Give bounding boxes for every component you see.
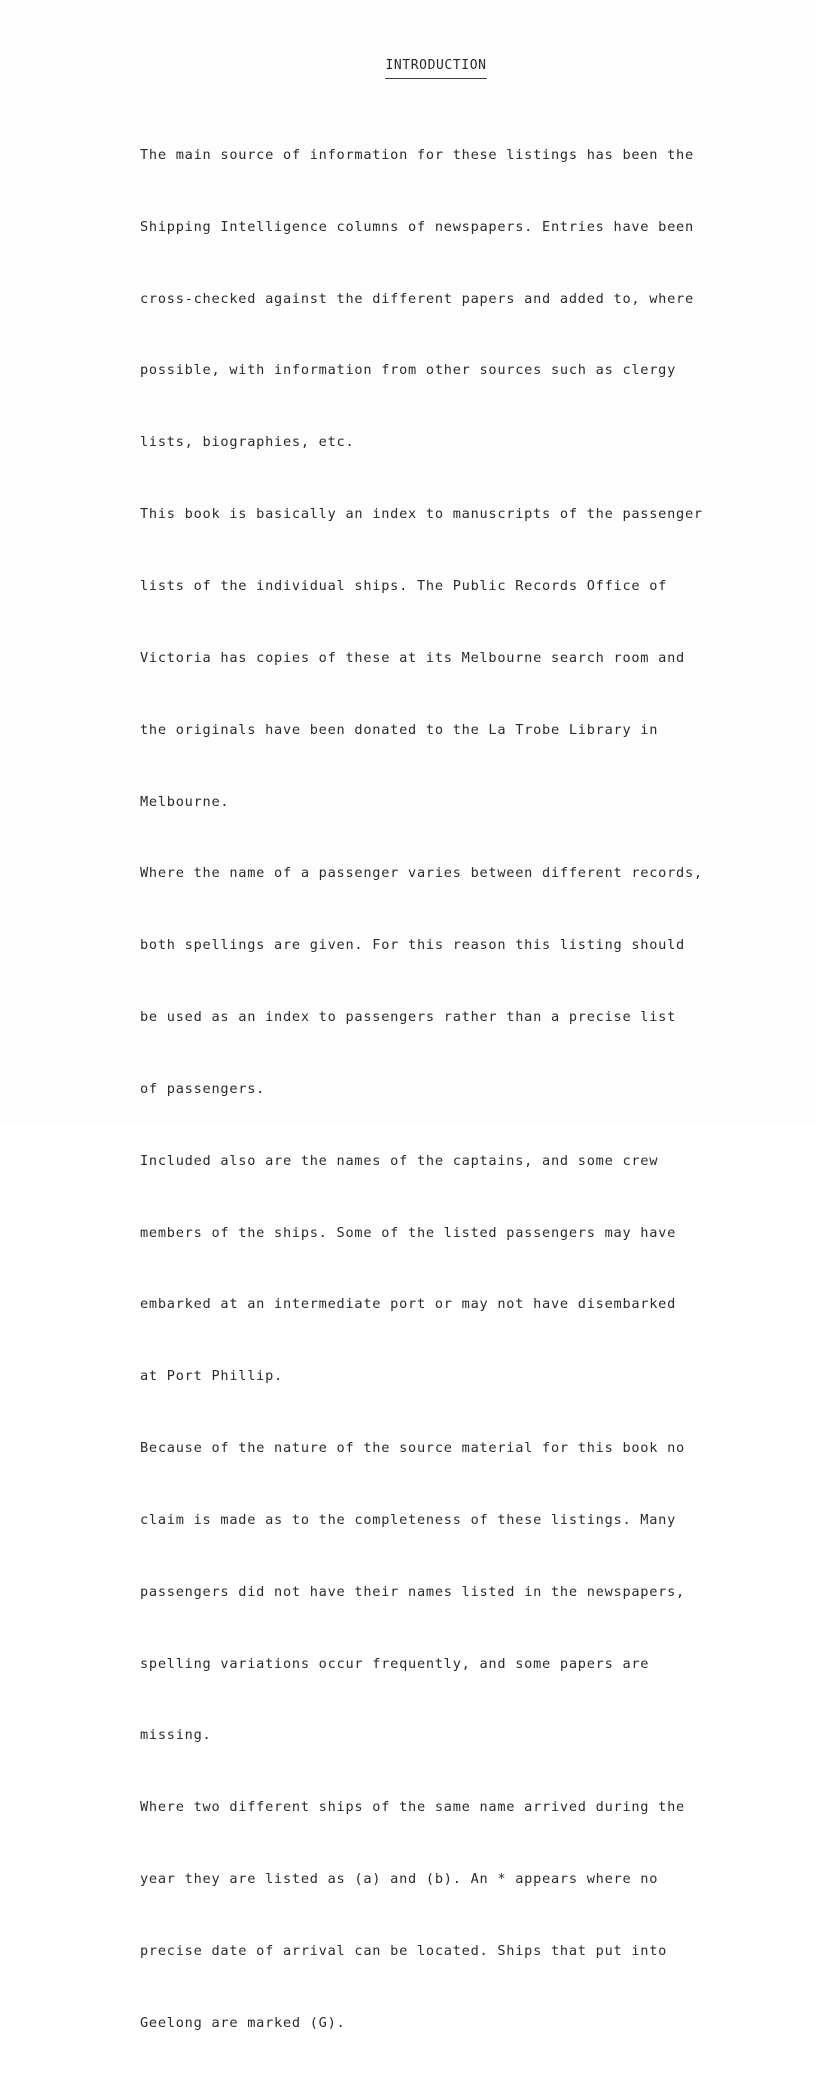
text-line: Where two different ships of the same name arrived during the	[140, 1799, 685, 1816]
text-line: Geelong are marked (G).	[140, 2014, 346, 2031]
text-line: Melbourne.	[140, 793, 230, 810]
text-line: The main source of information for these listings has been the	[140, 146, 694, 163]
text-line: This book is basically an index to manuscripts of the passenger	[140, 506, 703, 523]
text-line: passengers did not have their names listed in the newspapers,	[140, 1583, 685, 1600]
text-line: lists, biographies, etc.	[140, 434, 355, 451]
text-line: the originals have been donated to the La Trobe Library in	[140, 721, 659, 738]
text-line: lists of the individual ships. The Public Records Office of	[140, 577, 668, 594]
text-line: Where the name of a passenger varies between different records,	[140, 865, 703, 882]
text-line: year they are listed as (a) and (b). An * appears where no	[140, 1871, 659, 1888]
text-line: cross-checked against the different papers and added to, where	[140, 290, 694, 307]
page-title	[0, 57, 816, 79]
text-line: at Port Phillip.	[140, 1368, 283, 1385]
text-line: Included also are the names of the captains, and some crew	[140, 1152, 659, 1169]
text-line: Shipping Intelligence columns of newspapers. Entries have been	[140, 218, 694, 235]
introduction-body	[140, 96, 760, 2084]
text-line: Because of the nature of the source material for this book no	[140, 1440, 685, 1457]
text-line: precise date of arrival can be located. Ships that put into	[140, 1943, 668, 1959]
text-line: members of the ships. Some of the listed passengers may have	[140, 1224, 677, 1241]
text-line: claim is made as to the completeness of these listings. Many	[140, 1511, 677, 1528]
page-title-text: INTRODUCTION	[385, 57, 486, 79]
text-line: spelling variations occur frequently, and some papers are	[140, 1655, 650, 1672]
text-line: Victoria has copies of these at its Melbourne search room and	[140, 649, 685, 666]
text-line: be used as an index to passengers rather than a precise list	[140, 1009, 677, 1026]
text-line: both spellings are given. For this reason this listing should	[140, 937, 685, 954]
text-line: missing.	[140, 1727, 212, 1744]
text-line: possible, with information from other sources such as clergy	[140, 362, 677, 379]
text-line: of passengers.	[140, 1080, 266, 1097]
text-line: embarked at an intermediate port or may not have disembarked	[140, 1296, 677, 1313]
